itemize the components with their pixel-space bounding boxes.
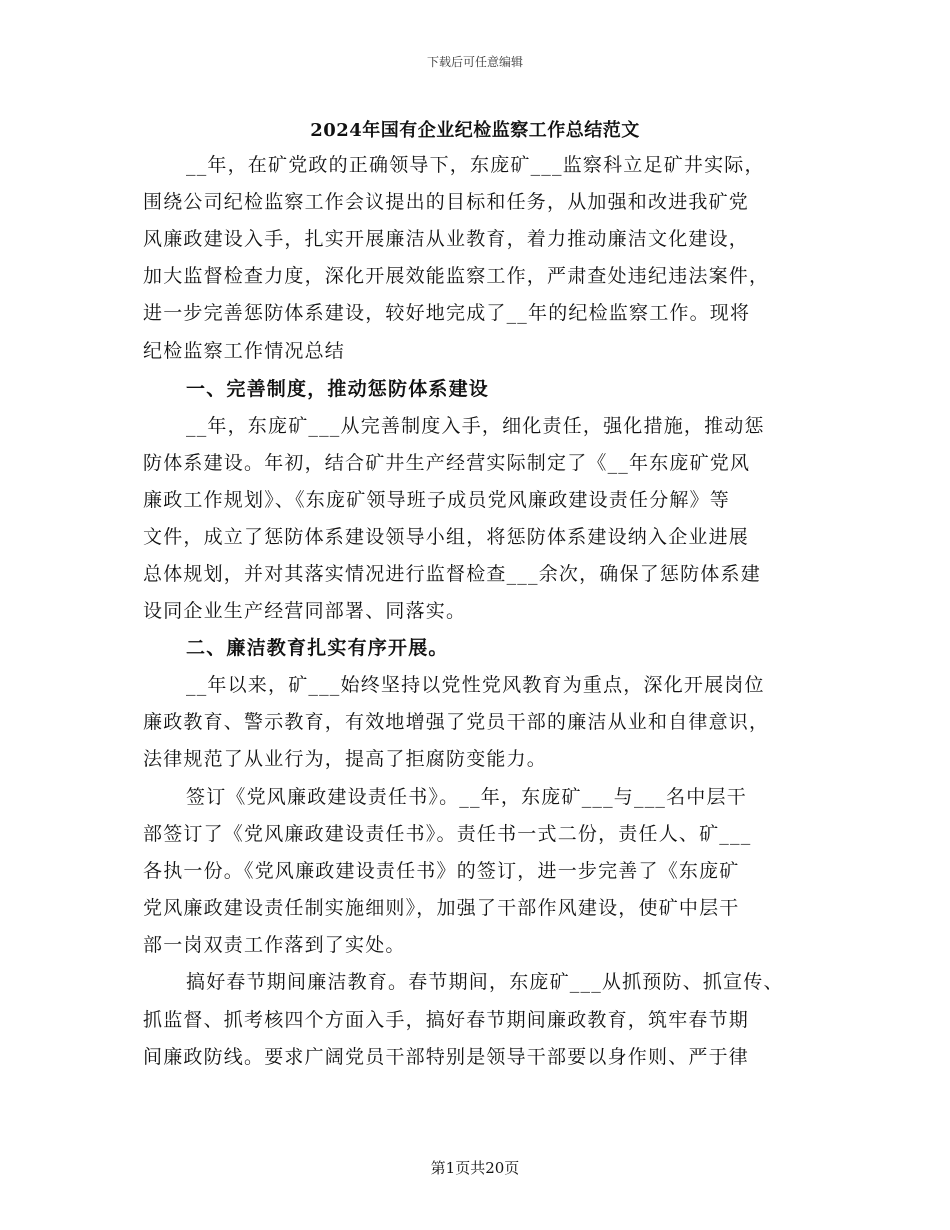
paragraph-line: 部一岗双责工作落到了实处。 [143, 934, 406, 956]
paragraph-line: 各执一份。《党风廉政建设责任书》的签订，进一步完善了《东庞矿 [143, 860, 740, 882]
paragraph-line: 围绕公司纪检监察工作会议提出的目标和任务，从加强和改进我矿党 [143, 191, 750, 213]
paragraph-line: 廉政教育、警示教育，有效地增强了党员干部的廉洁从业和自律意识， [143, 711, 770, 733]
paragraph-line: 部签订了《党风廉政建设责任书》。责任书一式二份，责任人、矿___ [143, 823, 752, 845]
document-title: 2024年国有企业纪检监察工作总结范文 [310, 120, 640, 141]
paragraph-line: 加大监督检查力度，深化开展效能监察工作，严肃查处违纪违法案件， [143, 265, 770, 287]
section-heading-2: 二、廉洁教育扎实有序开展。 [186, 637, 449, 659]
paragraph-line: 廉政工作规划》、《东庞矿领导班子成员党风廉政建设责任分解》等 [143, 489, 731, 511]
paragraph-line: 风廉政建设入手，扎实开展廉洁从业教育，着力推动廉洁文化建设， [143, 228, 750, 250]
paragraph-line: 搞好春节期间廉洁教育。春节期间，东庞矿___从抓预防、抓宣传、 [186, 971, 784, 993]
paragraph-line: 纪检监察工作情况总结 [143, 340, 346, 362]
paragraph-line: 间廉政防线。要求广阔党员干部特别是领导干部要以身作则、严于律 [143, 1046, 750, 1068]
paragraph-line: __年以来，矿___始终坚持以党性党风教育为重点，深化开展岗位 [186, 674, 765, 696]
paragraph-line: 设同企业生产经营同部署、同落实。 [143, 600, 467, 622]
page-number-footer: 第1页共20页 [430, 1159, 520, 1177]
paragraph-line: 法律规范了从业行为，提高了拒腐防变能力。 [143, 748, 548, 770]
paragraph-line: 党风廉政建设责任制实施细则》，加强了干部作风建设，使矿中层干 [143, 897, 740, 919]
paragraph-line: 签订《党风廉政建设责任书》。__年，东庞矿___与___名中层干 [186, 786, 747, 808]
paragraph-line: 总体规划，并对其落实情况进行监督检查___余次，确保了惩防体系建 [143, 563, 761, 585]
section-heading-1: 一、完善制度，推动惩防体系建设 [186, 378, 490, 400]
paragraph-line: 防体系建设。年初，结合矿井生产经营实际制定了《__年东庞矿党风 [143, 452, 751, 474]
paragraph-line: 文件，成立了惩防体系建设领导小组，将惩防体系建设纳入企业进展 [143, 526, 750, 548]
paragraph-line: __年，在矿党政的正确领导下，东庞矿___监察科立足矿井实际， [186, 154, 765, 176]
paragraph-line: __年，东庞矿___从完善制度入手，细化责任，强化措施，推动惩 [186, 415, 765, 437]
header-note: 下载后可任意编辑 [426, 55, 523, 69]
paragraph-line: 进一步完善惩防体系建设，较好地完成了__年的纪检监察工作。现将 [143, 302, 751, 324]
paragraph-line: 抓监督、抓考核四个方面入手，搞好春节期间廉政教育，筑牢春节期 [143, 1009, 750, 1031]
